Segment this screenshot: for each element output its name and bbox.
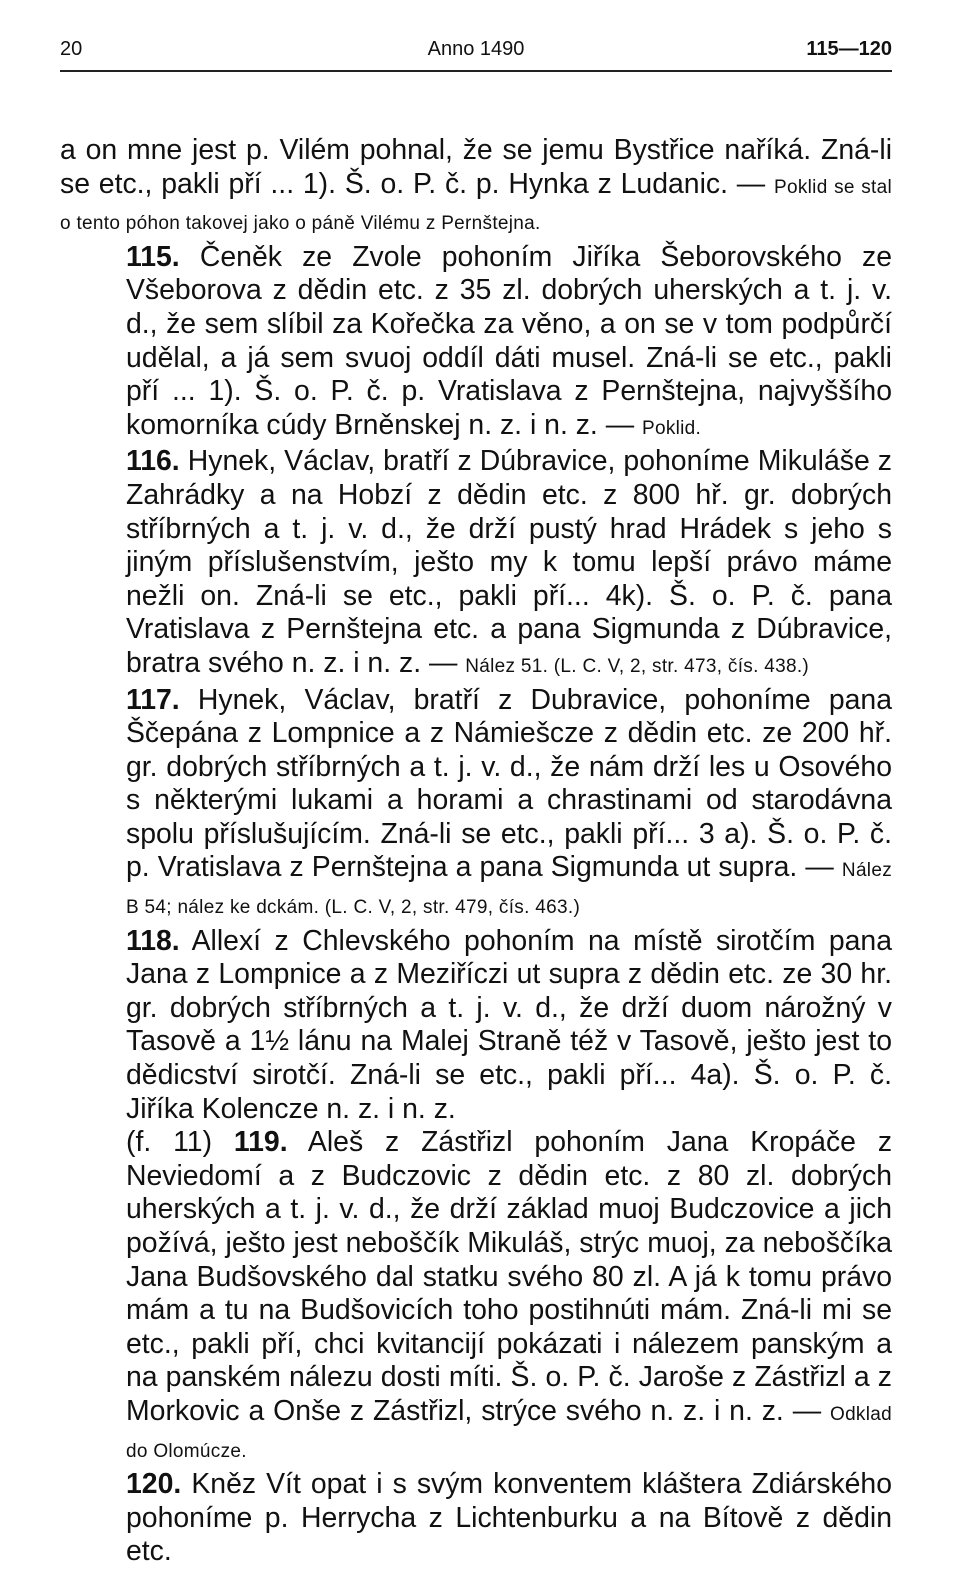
entry-115: 115. Čeněk ze Zvole pohoním Jiříka Šeborovského ze Všeborova z dědin etc. z 35 zl. dobrých uherských a t. j. v. d., že sem slíbil za Kořečka za věno, a on se v tom podpůrčí udělal, a já sem svuoj oddíl dáti musel. Zná-li se etc., pakli pří ... 1). Š. o. P. č. p. Vratislava z Pernštejna, najvyššího komorníka cúdy Brněnskej n. z. i n. z. — Poklid. bbox=[126, 240, 893, 441]
entry-117: 117. Hynek, Václav, bratří z Dubravice, pohoníme pana Ščepána z Lompnice a z Námiešcze z dědin etc. ze 200 hř. gr. dobrých stříbrných a t. j. v. d., že nám drží les u Osového s některými lukami a horami a chrastinami od starodávna spolu příslušujícím. Zná-li se etc., pakli pří... 3 a). Š. o. P. č. p. Vratislava z Pernštejna a pana Sigmunda ut supra. — Nález B 54; nález ke dckám. (L. C. V, 2, str. 479, čís. 463.) bbox=[126, 683, 893, 919]
entry-number: 117. bbox=[126, 683, 180, 716]
entry-number: 119. bbox=[233, 1126, 288, 1159]
entry-116: 116. Hynek, Václav, bratří z Dúbravice, pohoníme Mikuláše z Zahrádky a na Hobzí z dědin etc. z 800 hř. gr. dobrých stříbrných a t. j. v. d., že drží pustý hrad Hrádek s jeho s jiným příslušenstvím, ješto my k tomu lepší právo máme nežli on. Zná-li se etc., pakli pří... 4k). Š. o. P. č. pana Vratislava z Pernštejna etc. a pana Sigmunda z Dúbravice, bratra svého n. z. i n. z. — Nález 51. (L. C. V, 2, str. 473, čís. 438.) bbox=[126, 445, 892, 679]
paragraph-intro: a on mne jest p. Vilém pohnal, že se jemu Bystřice naříká. Zná-li se etc., pakli pří ... 1). Š. o. P. č. p. Hynka z Ludanic. — Poklid se stal o tento póhon takovej jako o páně Vilému z Pernštejna. bbox=[60, 134, 893, 235]
document-body bbox=[60, 134, 892, 1569]
entry-range: 115—120 bbox=[806, 38, 892, 60]
entry-119: (f. 11) 119. Aleš z Zástřizl pohoním Jana Kropáče z Neviedomí a z Budczovic z dědin etc. z 80 zl. dobrých uherských a t. j. v. d., že drží základ muoj Budczovice a jich požívá, ješto jest neboščík Mikuláš, strýc muoj, za neboščíka Jana Budšovského dal statku svého 80 zl. A já k tomu právo mám a tu na Budšovicích toho postihnúti mám. Zná-li mi se etc., pakli pří, chci kvitancijí pokázati i nálezem panským a na panském nálezu dosti míti. Š. o. P. č. Jaroše z Zástřizl a z Morkovic a Onše z Zástřizl, strýce svého n. z. i n. z. — Odklad do Olomúcze. bbox=[126, 1126, 893, 1462]
editorial-note: Odklad do Olomúcze. bbox=[126, 1403, 892, 1462]
editorial-note: Nález 51. (L. C. V, 2, str. 473, čís. 438.) bbox=[465, 655, 810, 677]
document-page bbox=[60, 30, 892, 1569]
entry-number: 118. bbox=[126, 924, 180, 957]
editorial-note: Poklid se stal o tento póhon takovej jako o páně Vilému z Pernštejna. bbox=[60, 176, 893, 235]
entry-number: 120. bbox=[126, 1468, 182, 1501]
page-header bbox=[60, 30, 892, 72]
entry-number: 115. bbox=[126, 240, 180, 273]
running-title: Anno 1490 bbox=[427, 38, 525, 60]
editorial-note: Nález B 54; nález ke dckám. (L. C. V, 2, str. 479, čís. 463.) bbox=[126, 860, 892, 919]
page-number: 20 bbox=[60, 38, 83, 60]
folio-marker: (f. 11) bbox=[126, 1126, 213, 1159]
editorial-note: Poklid. bbox=[641, 417, 702, 439]
entry-number: 116. bbox=[126, 445, 180, 478]
entry-120: 120. Kněz Vít opat i s svým konventem kláštera Zdiárského pohoníme p. Herrycha z Lichtenburku a na Bítově z dědin etc. bbox=[126, 1468, 893, 1568]
entry-118: 118. Allexí z Chlevského pohoním na místě sirotčím pana Jana z Lompnice a z Meziříczi ut supra z dědin etc. ze 30 hr. gr. dobrých stříbrných a t. j. v. d., že drží duom nárožný v Tasově a 1½ lánu na Malej Straně též v Tasově, ješto jest to dědicství sirotčí. Zná-li se etc., pakli pří... 4a). Š. o. P. č. Jiříka Kolencze n. z. i n. z. bbox=[126, 924, 892, 1125]
